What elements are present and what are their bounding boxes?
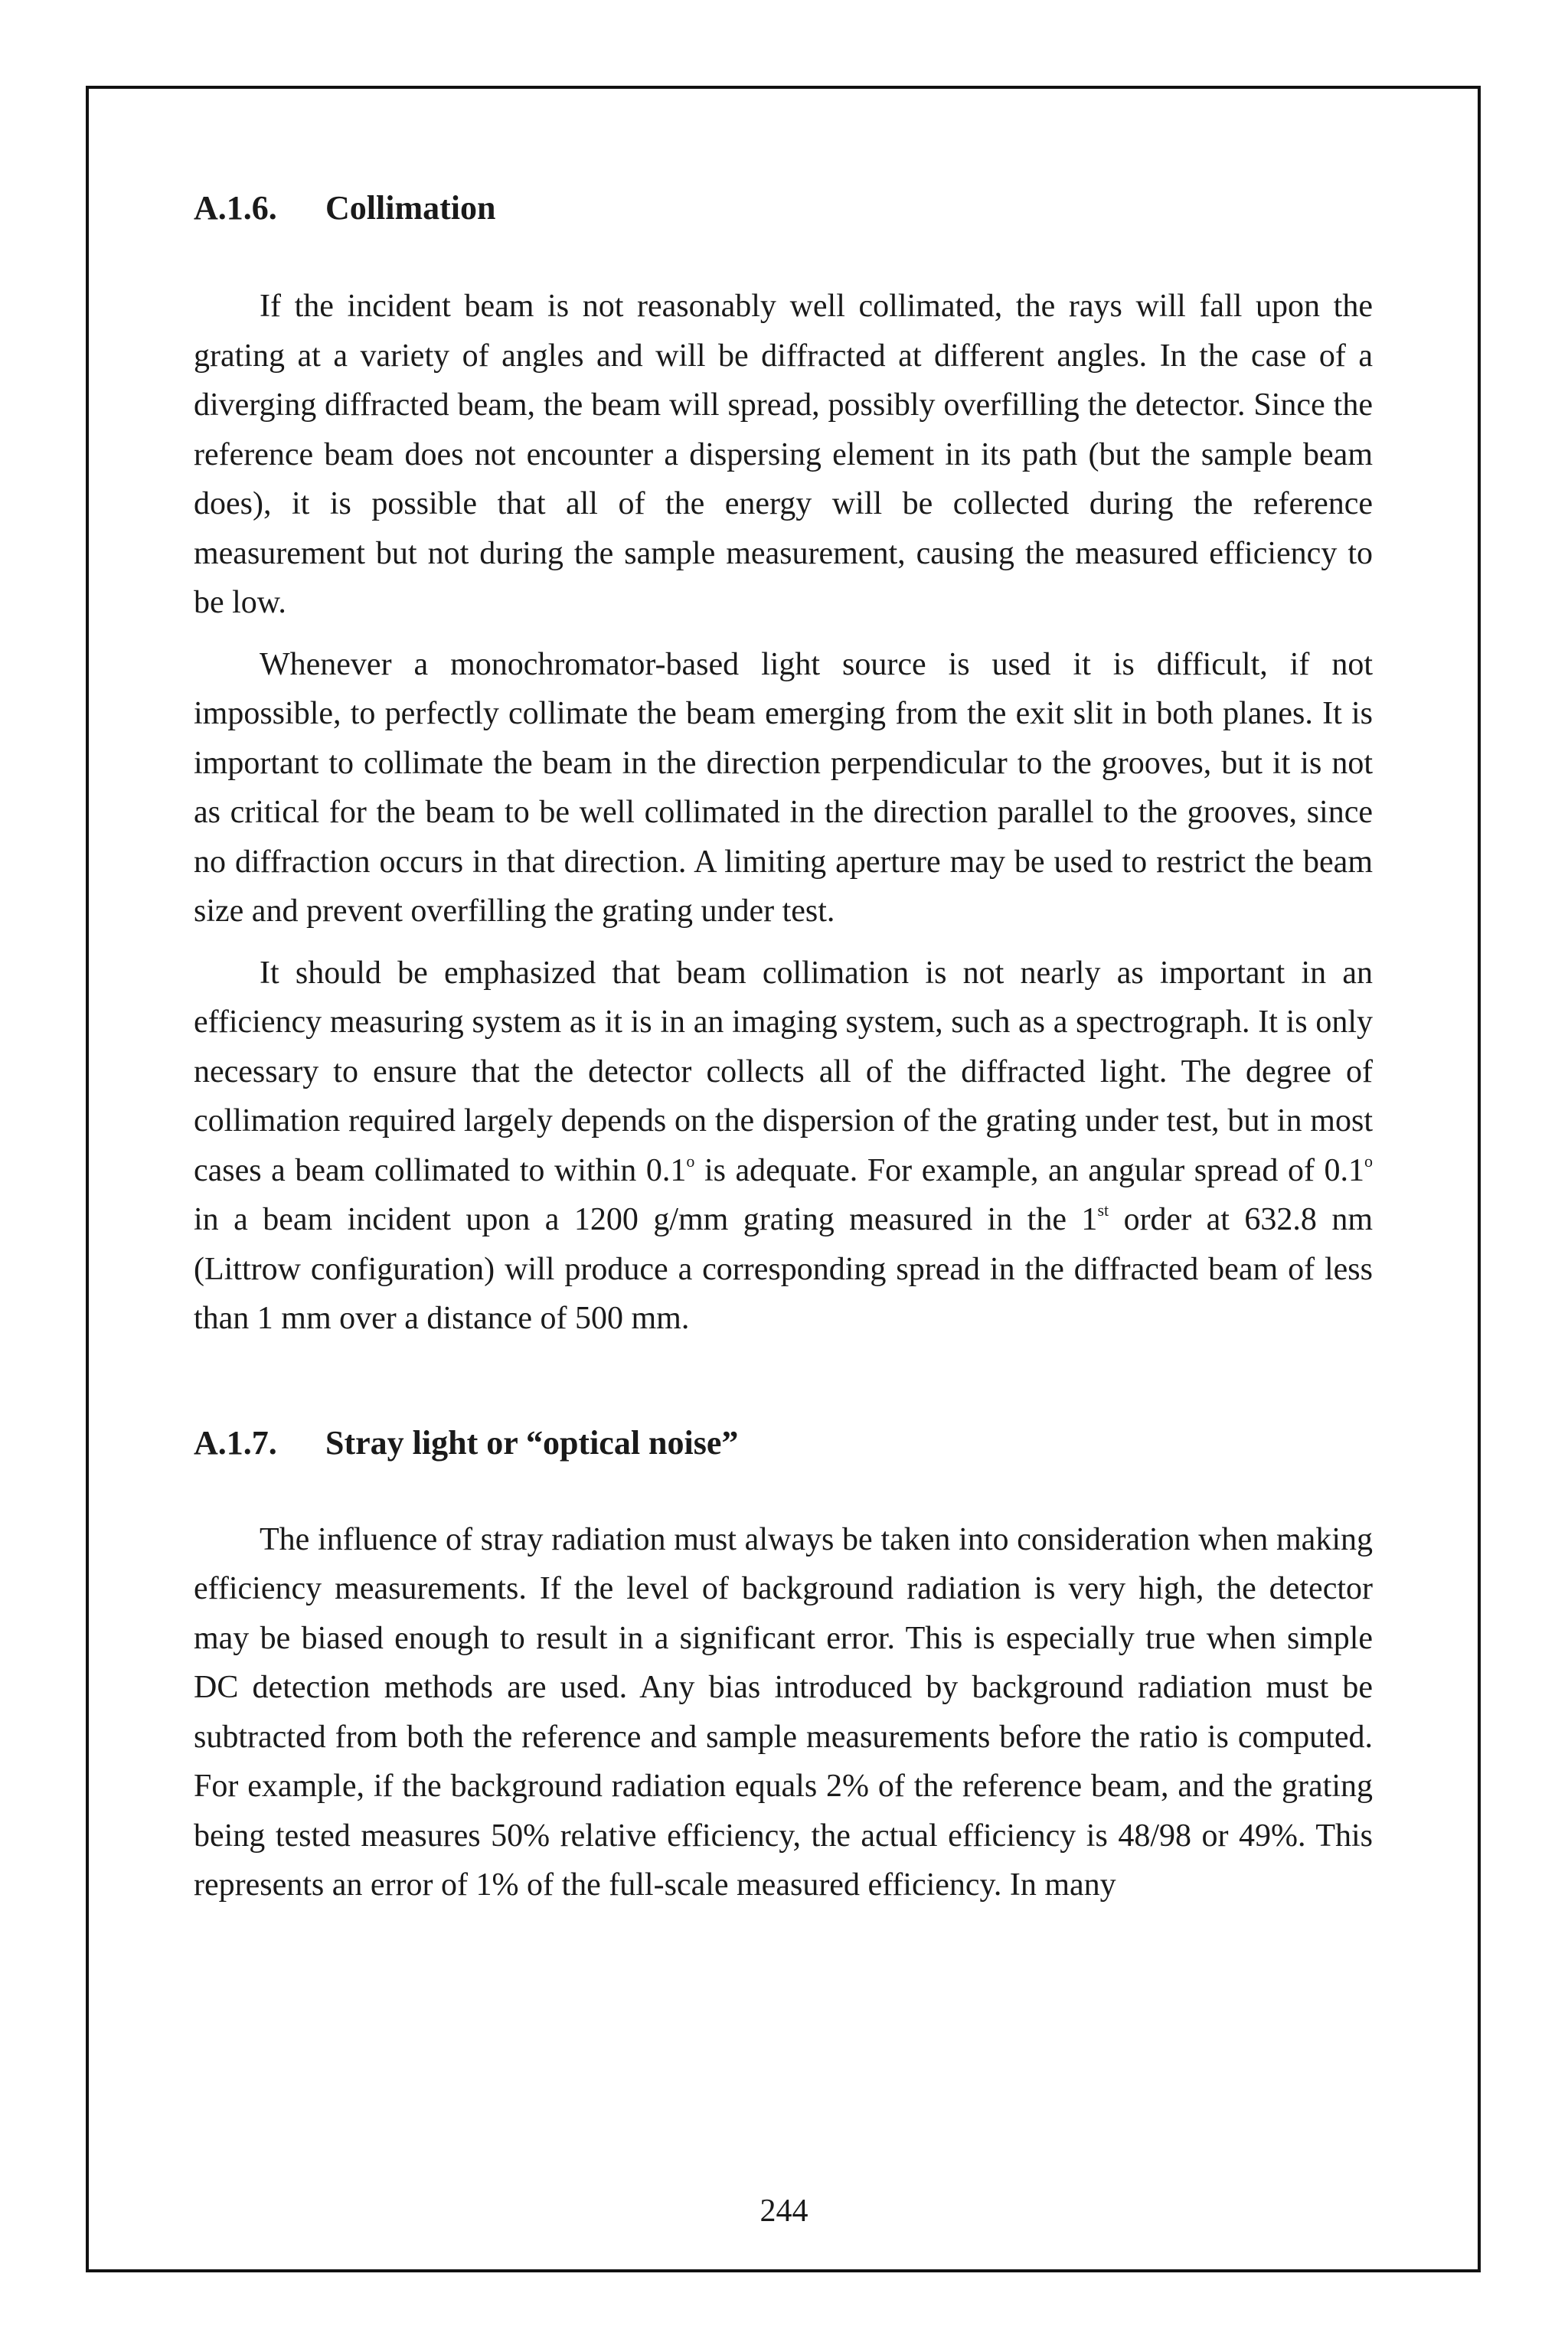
section-title: Collimation <box>325 189 496 227</box>
paragraph-text: is adequate. For example, an angular spread of 0.1 <box>694 1152 1364 1188</box>
paragraph-text: order at 632.8 nm (Littrow configuration) will produce a corresponding spread in the diffracted beam of less than 1 mm over a distance of 500 mm. <box>194 1202 1374 1336</box>
paragraph-text: in a beam incident upon a 1200 g/mm grating measured in the 1 <box>194 1202 1098 1237</box>
degree-superscript: o <box>686 1151 695 1171</box>
paragraph: Whenever a monochromator-based light source is used it is difficult, if not impossible, to perfectly collimate the beam emerging from the exit slit in both planes. It is important to collimate the beam in the direction perpendicular to the grooves, but it is not as critical for the beam to be well collimated in the direction parallel to the grooves, since no diffraction occurs in that direction. A limiting aperture may be used to restrict the beam size and prevent overfilling the grating under test. <box>194 646 1373 929</box>
paragraph <box>194 949 1373 1344</box>
page-number: 244 <box>760 2194 808 2229</box>
paragraph: The influence of stray radiation must always be taken into consideration when making efficiency measurements. If the level of background radiation is very high, the detector may be biased enough to result in a significant error. This is especially true when simple DC detection methods are used. Any bias introduced by background radiation must be subtracted from both the reference and sample measurements before the ratio is computed. For example, if the background radiation equals 2% of the reference beam, and the grating being tested measures 50% relative efficiency, the actual efficiency is 48/98 or 49%. This represents an error of 1% of the full-scale measured efficiency. In many <box>194 1521 1373 1903</box>
section-title: Stray light or “optical noise” <box>325 1423 739 1462</box>
section-heading-collimation <box>194 184 1373 233</box>
page-content <box>194 184 1373 1910</box>
section-heading-stray-light <box>194 1419 1373 1468</box>
paragraph: If the incident beam is not reasonably well collimated, the rays will fall upon the grating at a variety of angles and will be diffracted at different angles. In the case of a diverging diffracted beam, the beam will spread, possibly overfilling the detector. Since the reference beam does not encounter a dispersing element in its path (but the sample beam does), it is possible that all of the energy will be collected during the reference measurement but not during the sample measurement, causing the measured efficiency to be low. <box>194 289 1373 620</box>
section-number: A.1.7. <box>194 1423 277 1462</box>
degree-superscript: o <box>1364 1151 1373 1171</box>
section-number: A.1.6. <box>194 189 277 227</box>
paragraph-text: It should be emphasized that beam collimation is not nearly as important in an efficiency measuring system as it is in an imaging system, such as a spectrograph. It is only necessary to ensure that the detector collects all of the diffracted light. The degree of collimation required largely depends on the dispersion of the grating under test, but in most cases a beam collimated to within 0.1 <box>194 955 1373 1188</box>
ordinal-superscript: st <box>1097 1200 1109 1220</box>
